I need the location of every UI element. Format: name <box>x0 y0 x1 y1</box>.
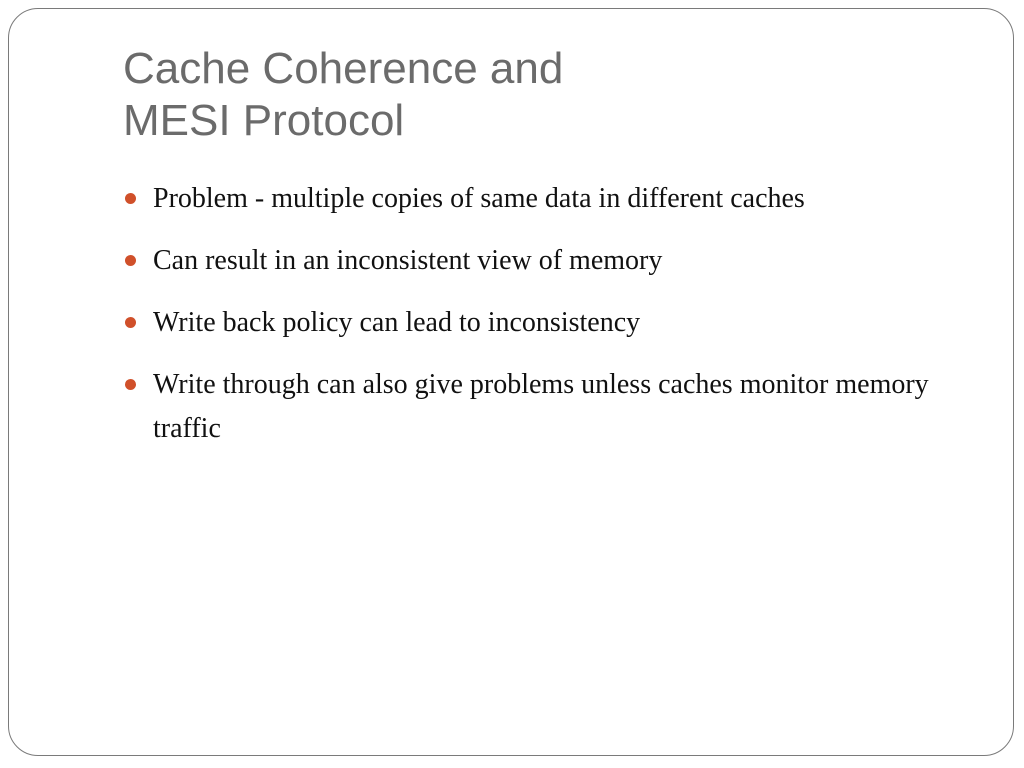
slide-title <box>123 43 823 147</box>
bullet-text: Can result in an inconsistent view of memory <box>153 245 663 276</box>
bullet-text: Problem - multiple copies of same data in different caches <box>153 183 805 214</box>
slide-frame <box>8 8 1014 756</box>
bullet-dot-icon <box>125 379 136 390</box>
bullet-text: Write through can also give problems unless caches monitor memory traffic <box>153 369 929 444</box>
bullet-list <box>125 177 975 469</box>
slide-title-line-1: Cache Coherence and <box>123 44 564 93</box>
bullet-dot-icon <box>125 255 136 266</box>
bullet-item <box>125 239 975 283</box>
bullet-item <box>125 363 975 451</box>
bullet-item <box>125 301 975 345</box>
bullet-dot-icon <box>125 193 136 204</box>
bullet-dot-icon <box>125 317 136 328</box>
slide-title-line-2: MESI Protocol <box>123 96 405 145</box>
bullet-item <box>125 177 975 221</box>
bullet-text: Write back policy can lead to inconsistency <box>153 307 641 338</box>
